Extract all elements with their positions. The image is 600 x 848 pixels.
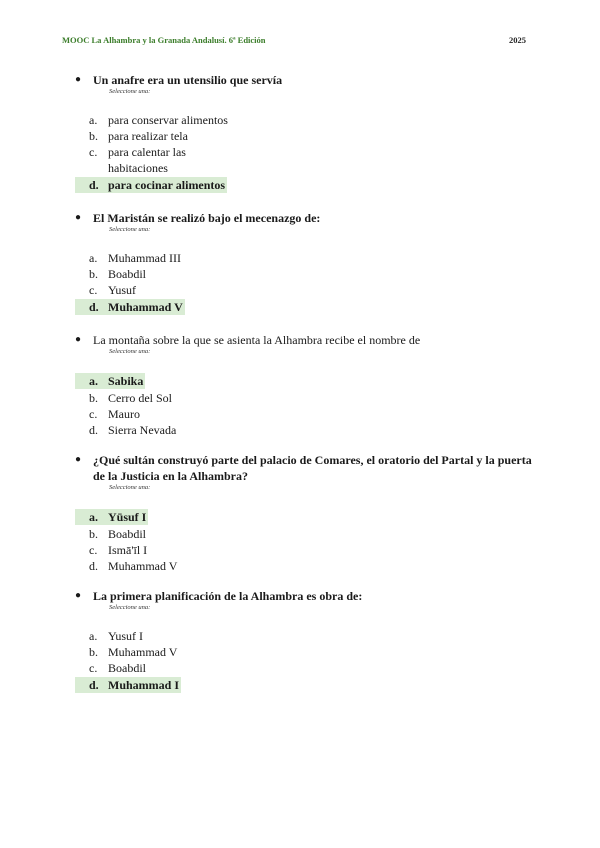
option-letter: b. (89, 267, 98, 281)
question-hint: Seleccione una: (109, 604, 151, 611)
options-list (75, 112, 535, 194)
option-text: para realizar tela (108, 129, 188, 143)
option-text: Yusuf I (108, 629, 143, 643)
option-letter: d. (89, 678, 99, 692)
question-text: El Maristán se realizó bajo el mecenazgo de: (93, 211, 321, 225)
option-letter: c. (89, 145, 98, 159)
option-letter: b. (89, 527, 98, 541)
option-text: Muhammad I (108, 678, 180, 692)
option-wrapper (75, 176, 535, 194)
option-text: para calentar las habitaciones (108, 145, 186, 175)
question (75, 72, 535, 194)
bullet-icon: ● (75, 454, 82, 465)
option-letter: d. (89, 178, 99, 192)
question (75, 588, 535, 694)
question-text: La montaña sobre la que se asienta la Alhambra recibe el nombre de (93, 333, 421, 347)
option[interactable] (75, 266, 229, 282)
option-letter: b. (89, 391, 98, 405)
question (75, 210, 535, 316)
option[interactable] (75, 112, 229, 128)
option-letter: d. (89, 300, 99, 314)
option-text: Muhammad V (108, 300, 183, 314)
option[interactable] (75, 128, 229, 144)
option-correct[interactable] (75, 509, 148, 525)
option-text: Muhammad V (108, 645, 178, 659)
option-text: para conservar alimentos (108, 113, 228, 127)
option[interactable] (75, 406, 229, 422)
bullet-icon: ● (75, 334, 82, 345)
question-row (75, 452, 535, 484)
question-hint: Seleccione una: (109, 348, 151, 355)
option-text: Mauro (108, 407, 140, 421)
option-text: Muhammad III (108, 251, 181, 265)
option-letter: c. (89, 283, 98, 297)
option[interactable] (75, 660, 229, 676)
option-letter: a. (89, 251, 98, 265)
option-correct[interactable] (75, 177, 227, 193)
option[interactable] (75, 282, 229, 298)
option[interactable] (75, 542, 229, 558)
options-list (75, 372, 535, 438)
option-text: Cerro del Sol (108, 391, 172, 405)
option-letter: c. (89, 661, 98, 675)
option-wrapper (75, 508, 535, 526)
option[interactable] (75, 644, 229, 660)
question-text: ¿Qué sultán construyó parte del palacio de Comares, el oratorio del Partal y la puerta de la Justicia en la Alhambra? (93, 453, 532, 483)
option-text: Yusuf (108, 283, 137, 297)
question (75, 332, 535, 438)
option-text: Sierra Nevada (108, 423, 177, 437)
options-list (75, 628, 535, 694)
header-year: 2025 (509, 35, 526, 45)
question-text: Un anafre era un utensilio que servía (93, 73, 283, 87)
option-letter: d. (89, 423, 98, 437)
bullet-icon: ● (75, 590, 82, 601)
option-letter: b. (89, 129, 98, 143)
option-letter: a. (89, 374, 98, 388)
option-letter: d. (89, 559, 98, 573)
bullet-icon: ● (75, 212, 82, 223)
option-text: Yūsuf I (108, 510, 147, 524)
option-correct[interactable] (75, 373, 145, 389)
option-wrapper (75, 676, 535, 694)
option-letter: b. (89, 645, 98, 659)
question-row (75, 210, 535, 226)
question-row (75, 332, 535, 348)
option-text: Muhammad V (108, 559, 178, 573)
question (75, 452, 535, 574)
option[interactable] (75, 558, 229, 574)
quiz-list (75, 72, 535, 694)
option-text: Boabdil (108, 527, 146, 541)
option-text: para cocinar alimentos (108, 178, 226, 192)
option-letter: c. (89, 543, 98, 557)
option-text: Ismā'īl I (108, 543, 148, 557)
option-letter: a. (89, 629, 98, 643)
option-letter: a. (89, 113, 98, 127)
option[interactable] (75, 390, 229, 406)
option-text: Boabdil (108, 267, 146, 281)
option[interactable] (75, 628, 229, 644)
question-hint: Seleccione una: (109, 226, 151, 233)
question-row (75, 588, 535, 604)
option[interactable] (75, 422, 229, 438)
option-letter: a. (89, 510, 98, 524)
option-wrapper (75, 298, 535, 316)
option-text: Sabika (108, 374, 144, 388)
option-text: Boabdil (108, 661, 146, 675)
option[interactable] (75, 144, 229, 176)
options-list (75, 250, 535, 316)
question-hint: Seleccione una: (109, 88, 151, 95)
option-correct[interactable] (75, 677, 181, 693)
option-correct[interactable] (75, 299, 185, 315)
bullet-icon: ● (75, 74, 82, 85)
options-list (75, 508, 535, 574)
page-header (62, 35, 526, 45)
option[interactable] (75, 250, 229, 266)
option-wrapper (75, 372, 535, 390)
question-row (75, 72, 535, 88)
option[interactable] (75, 526, 229, 542)
question-text: La primera planificación de la Alhambra es obra de: (93, 589, 363, 603)
question-hint: Seleccione una: (109, 484, 151, 491)
option-letter: c. (89, 407, 98, 421)
course-title: MOOC La Alhambra y la Granada Andalusí. 6ª Edición (62, 35, 266, 45)
